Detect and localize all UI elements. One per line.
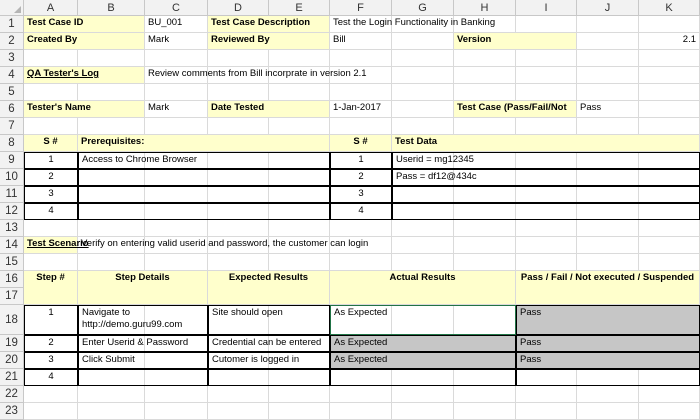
actual-result[interactable]: As Expected — [330, 305, 516, 335]
empty-cell[interactable] — [78, 84, 145, 101]
empty-cell[interactable] — [516, 386, 577, 403]
prerequisite-number[interactable]: 1 — [24, 152, 78, 169]
empty-cell[interactable] — [269, 50, 330, 67]
prerequisite-item[interactable] — [78, 203, 330, 220]
empty-cell[interactable] — [577, 118, 639, 135]
empty-cell[interactable] — [78, 50, 145, 67]
test-data-number[interactable]: 4 — [330, 203, 392, 220]
status-value[interactable]: Pass — [516, 335, 700, 352]
row-header-18[interactable]: 18 — [0, 305, 24, 335]
empty-cell[interactable] — [145, 118, 208, 135]
empty-cell[interactable] — [269, 386, 330, 403]
empty-cell[interactable] — [516, 220, 577, 237]
test-scenario-label-text: Test Scenario — [27, 238, 89, 249]
empty-cell[interactable] — [392, 386, 454, 403]
test-scenario-text[interactable]: Verify on entering valid userid and password, the customer can login — [78, 237, 700, 254]
prerequisite-item[interactable] — [78, 186, 330, 203]
empty-cell[interactable] — [78, 118, 145, 135]
actual-result[interactable]: As Expected — [330, 335, 516, 352]
empty-cell[interactable] — [269, 254, 330, 271]
test-case-id-value[interactable]: BU_001 — [145, 16, 208, 33]
test-data-number[interactable]: 1 — [330, 152, 392, 169]
step-details[interactable]: Navigate to http://demo.guru99.com — [78, 305, 208, 335]
step-number-header[interactable]: Step # — [24, 271, 78, 305]
row-header-13[interactable]: 13 — [0, 220, 24, 237]
test-data-item[interactable]: Userid = mg12345 — [392, 152, 700, 169]
qa-tester-log-label-text: QA Tester's Log — [27, 68, 99, 79]
empty-cell[interactable] — [639, 84, 700, 101]
column-header-k[interactable]: K — [639, 0, 700, 16]
empty-cell[interactable] — [516, 84, 577, 101]
prerequisite-item[interactable] — [78, 169, 330, 186]
date-tested-value[interactable]: 1-Jan-2017 — [330, 101, 454, 118]
test-data-item[interactable] — [392, 186, 700, 203]
column-header-i[interactable]: I — [516, 0, 577, 16]
step-number[interactable]: 4 — [24, 369, 78, 386]
empty-cell[interactable] — [639, 254, 700, 271]
column-header-g[interactable]: G — [392, 0, 454, 16]
test-data-header[interactable]: Test Data — [392, 135, 700, 152]
test-data-sno-header[interactable]: S # — [330, 135, 392, 152]
column-header-e[interactable]: E — [269, 0, 330, 16]
empty-cell[interactable] — [78, 386, 145, 403]
row-header-16[interactable]: 16 — [0, 271, 24, 288]
row-header-10[interactable]: 10 — [0, 169, 24, 186]
prerequisite-number[interactable]: 2 — [24, 169, 78, 186]
row-header-19[interactable]: 19 — [0, 335, 24, 352]
empty-cell[interactable] — [516, 50, 577, 67]
prerequisite-number[interactable]: 4 — [24, 203, 78, 220]
column-header-f[interactable]: F — [330, 0, 392, 16]
empty-cell[interactable] — [145, 220, 208, 237]
step-details[interactable]: Click Submit — [78, 352, 208, 369]
actual-result[interactable]: As Expected — [330, 352, 516, 369]
test-result-value[interactable]: Pass — [577, 101, 700, 118]
step-details[interactable] — [78, 369, 208, 386]
column-header-d[interactable]: D — [208, 0, 269, 16]
empty-cell[interactable] — [577, 386, 639, 403]
select-all-corner[interactable] — [0, 0, 24, 16]
empty-cell[interactable] — [78, 254, 145, 271]
created-by-label[interactable]: Created By — [24, 33, 145, 50]
empty-cell[interactable] — [454, 118, 516, 135]
prerequisites-header[interactable]: Prerequisites: — [78, 135, 330, 152]
test-scenario-label[interactable] — [24, 237, 89, 254]
tester-name-value[interactable]: Mark — [145, 101, 208, 118]
test-case-description-label[interactable]: Test Case Description — [208, 16, 330, 33]
status-value[interactable] — [516, 369, 700, 386]
date-tested-label[interactable]: Date Tested — [208, 101, 330, 118]
step-number[interactable]: 1 — [24, 305, 78, 335]
empty-cell[interactable] — [454, 84, 516, 101]
empty-cell[interactable] — [145, 84, 208, 101]
row-header-1[interactable]: 1 — [0, 16, 24, 33]
row-header-5[interactable]: 5 — [0, 84, 24, 101]
expected-result[interactable] — [208, 369, 330, 386]
row-header-14[interactable]: 14 — [0, 237, 24, 254]
test-case-description-value[interactable]: Test the Login Functionality in Banking — [330, 16, 700, 33]
empty-cell[interactable] — [577, 254, 639, 271]
row-header-17[interactable]: 17 — [0, 288, 24, 305]
empty-cell[interactable] — [208, 386, 269, 403]
test-result-label[interactable]: Test Case (Pass/Fail/Not — [454, 101, 577, 118]
empty-cell[interactable] — [269, 220, 330, 237]
empty-cell[interactable] — [330, 118, 392, 135]
empty-cell[interactable] — [454, 254, 516, 271]
empty-cell[interactable] — [78, 220, 145, 237]
empty-cell[interactable] — [639, 386, 700, 403]
test-data-number[interactable]: 3 — [330, 186, 392, 203]
step-details-header[interactable]: Step Details — [78, 271, 208, 305]
qa-tester-log-value[interactable]: Review comments from Bill incorprate in version 2.1 — [145, 67, 700, 84]
row-header-12[interactable]: 12 — [0, 203, 24, 220]
row-header-7[interactable]: 7 — [0, 118, 24, 135]
empty-cell[interactable] — [24, 386, 78, 403]
prerequisite-number[interactable]: 3 — [24, 186, 78, 203]
status-header[interactable]: Pass / Fail / Not executed / Suspended — [516, 271, 700, 305]
empty-cell[interactable] — [208, 220, 269, 237]
empty-cell[interactable] — [577, 220, 639, 237]
empty-cell[interactable] — [24, 118, 78, 135]
empty-cell[interactable] — [454, 386, 516, 403]
reviewed-by-label[interactable]: Reviewed By — [208, 33, 330, 50]
expected-results-header[interactable]: Expected Results — [208, 271, 330, 305]
empty-cell[interactable] — [639, 118, 700, 135]
empty-cell[interactable] — [392, 254, 454, 271]
expected-result[interactable]: Site should open — [208, 305, 330, 335]
row-header-9[interactable]: 9 — [0, 152, 24, 169]
empty-cell[interactable] — [516, 118, 577, 135]
empty-cell[interactable] — [454, 50, 516, 67]
column-header-c[interactable]: C — [145, 0, 208, 16]
actual-result[interactable] — [330, 369, 516, 386]
prerequisite-item[interactable]: Access to Chrome Browser — [78, 152, 330, 169]
step-number[interactable]: 2 — [24, 335, 78, 352]
empty-cell[interactable] — [208, 84, 269, 101]
empty-cell[interactable] — [269, 84, 330, 101]
test-case-id-label[interactable]: Test Case ID — [24, 16, 145, 33]
status-value[interactable]: Pass — [516, 305, 700, 335]
test-data-number[interactable]: 2 — [330, 169, 392, 186]
empty-cell[interactable] — [269, 118, 330, 135]
row-header-15[interactable]: 15 — [0, 254, 24, 271]
empty-cell[interactable] — [24, 84, 78, 101]
prerequisites-sno-header[interactable]: S # — [24, 135, 78, 152]
empty-cell[interactable] — [392, 118, 454, 135]
empty-cell[interactable] — [24, 220, 78, 237]
row-header-6[interactable]: 6 — [0, 101, 24, 118]
created-by-value[interactable]: Mark — [145, 33, 208, 50]
row-header-4[interactable]: 4 — [0, 67, 24, 84]
expected-result[interactable]: Credential can be entered — [208, 335, 330, 352]
row-header-22[interactable]: 22 — [0, 386, 24, 403]
test-data-item[interactable]: Pass = df12@434c — [392, 169, 700, 186]
empty-cell[interactable] — [577, 84, 639, 101]
empty-cell[interactable] — [516, 254, 577, 271]
reviewed-by-value[interactable]: Bill — [330, 33, 454, 50]
empty-cell[interactable] — [330, 386, 392, 403]
column-header-j[interactable]: J — [577, 0, 639, 16]
empty-cell[interactable] — [24, 50, 78, 67]
empty-cell[interactable] — [145, 386, 208, 403]
row-header-20[interactable]: 20 — [0, 352, 24, 369]
status-value[interactable]: Pass — [516, 352, 700, 369]
version-value[interactable]: 2.1 — [577, 33, 700, 50]
empty-cell[interactable] — [24, 254, 78, 271]
actual-results-header[interactable]: Actual Results — [330, 271, 516, 305]
empty-cell[interactable] — [639, 50, 700, 67]
empty-cell[interactable] — [330, 254, 392, 271]
empty-cell[interactable] — [208, 50, 269, 67]
empty-cell[interactable] — [454, 220, 516, 237]
tester-name-label[interactable]: Tester's Name — [24, 101, 145, 118]
step-number[interactable]: 3 — [24, 352, 78, 369]
qa-tester-log-label[interactable] — [24, 67, 145, 84]
step-details[interactable]: Enter Userid & Password — [78, 335, 208, 352]
row-header-8[interactable]: 8 — [0, 135, 24, 152]
column-header-b[interactable]: B — [78, 0, 145, 16]
version-label[interactable]: Version — [454, 33, 577, 50]
empty-cell[interactable] — [577, 50, 639, 67]
row-header-23[interactable]: 23 — [0, 403, 24, 420]
empty-cell[interactable] — [392, 50, 454, 67]
empty-cell[interactable] — [145, 254, 208, 271]
empty-cell[interactable] — [208, 254, 269, 271]
empty-cell[interactable] — [145, 50, 208, 67]
empty-cell[interactable] — [392, 84, 454, 101]
row-header-3[interactable]: 3 — [0, 50, 24, 67]
test-data-item[interactable] — [392, 203, 700, 220]
empty-cell[interactable] — [330, 50, 392, 67]
empty-cell[interactable] — [392, 220, 454, 237]
empty-cell[interactable] — [639, 220, 700, 237]
row-header-11[interactable]: 11 — [0, 186, 24, 203]
expected-result[interactable]: Cutomer is logged in — [208, 352, 330, 369]
empty-cell[interactable] — [330, 220, 392, 237]
column-header-h[interactable]: H — [454, 0, 516, 16]
row-header-21[interactable]: 21 — [0, 369, 24, 386]
row-header-2[interactable]: 2 — [0, 33, 24, 50]
empty-cell[interactable] — [208, 118, 269, 135]
empty-cell[interactable] — [330, 84, 392, 101]
column-header-a[interactable]: A — [24, 0, 78, 16]
